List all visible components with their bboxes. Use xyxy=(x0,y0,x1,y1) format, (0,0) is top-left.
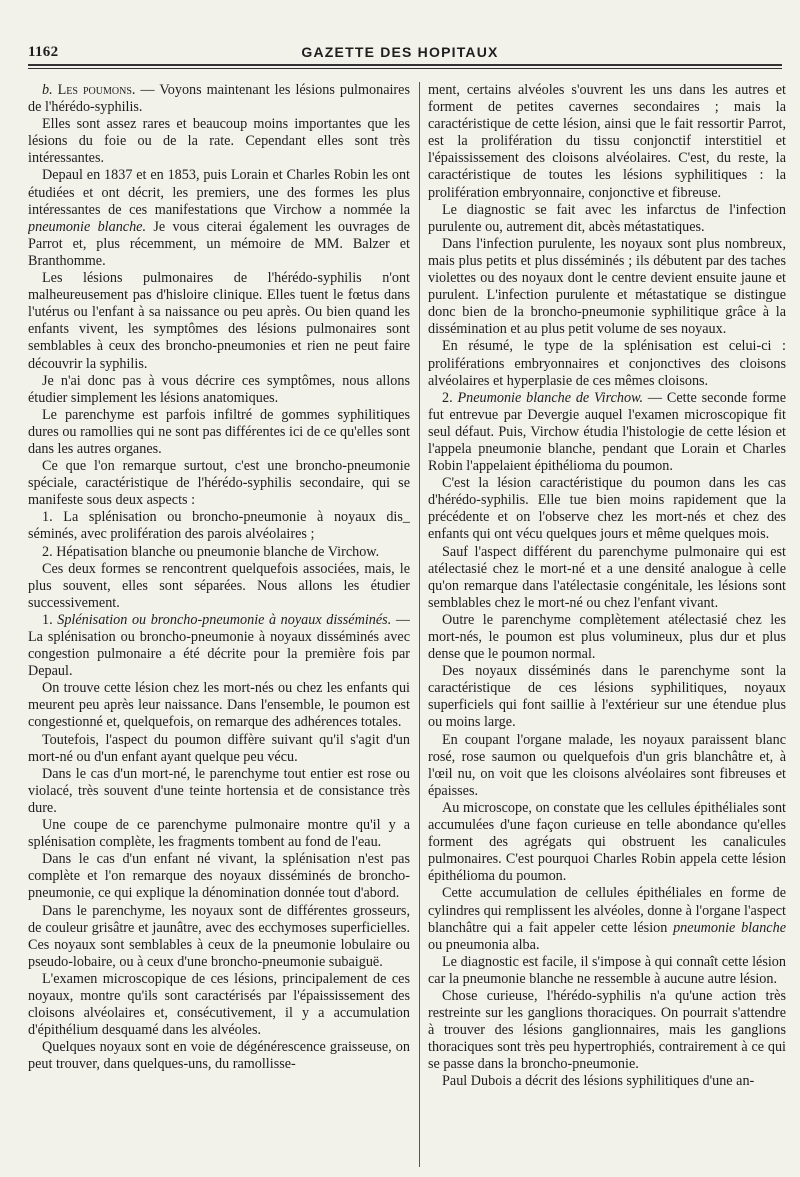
subsection-number: 1. xyxy=(42,611,58,628)
paragraph: Paul Dubois a décrit des lésions syphilitiques d'une an- xyxy=(442,1073,755,1090)
paragraph: On trouve cette lésion chez les mort-nés ou chez les enfants qui meurent peu après leur naissance. Dans l'ensemble, le poumon est congestionné et, quelquefois, on remarque des adhérences totales. xyxy=(28,680,410,731)
paragraph-text: — La splénisation ou broncho-pneumonie à noyaux disséminés avec congestion pulmonaire a été décrite pour la première fois par Depaul. xyxy=(28,611,410,680)
section-number: b. xyxy=(42,82,53,98)
paragraph: En coupant l'organe malade, les noyaux paraissent blanc rosé, rose saumon ou quelquefois d'un gris blanchâtre et, à l'œil nu, on voit que les cloisons alvéolaires sont fibreuses et épaisses. xyxy=(428,731,786,799)
paragraph xyxy=(428,885,786,953)
paragraph: Je n'ai donc pas à vous décrire ces symptômes, nous allons étudier simplement les lésions anatomiques. xyxy=(28,372,410,406)
paragraph: C'est la lésion caractéristique du poumon dans les cas d'hérédo-syphilis. Elle tue bien moins rapidement que la précédente et on l'observe chez les mort-nés et chez des enfants qui ont vécu quelques jours et même quelques mois. xyxy=(428,475,786,543)
header-rule-thick xyxy=(28,64,782,66)
paragraph: Elles sont assez rares et beaucoup moins importantes que les lésions du foie ou de la rate. Cependant elles sont très intéressantes. xyxy=(28,116,410,167)
paragraph-text: Depaul en 1837 et en 1853, puis Lorain et Charles Robin les ont étudiées et ont décrit, les premiers, une des formes les plus intéressantes de ces manifestations que Virchow a nommée la xyxy=(28,167,410,218)
paragraph: Dans l'infection purulente, les noyaux sont plus nombreux, mais plus petits et plus disséminés ; ils débutent par des taches violettes ou des noyaux dont le centre devient ensuite jaune et purulent. L'infection purulente et métastatique se distingue donc bien de la broncho-pneumonie syphilitique grâce à la dissémination et au plus petit volume de ses noyaux. xyxy=(428,235,786,338)
paragraph: En résumé, le type de la splénisation est celui-ci : proliférations embryonnaires et conjonctives des cloisons alvéolaires et hyperplasie de ces mêmes cloisons. xyxy=(428,338,786,389)
paragraph xyxy=(28,612,410,680)
paragraph: Sauf l'aspect différent du parenchyme pulmonaire qui est atélectasié chez le mort-né et a une densité analogue à celle qu'on remarque dans l'atélectasie congénitale, les lésions sont semblables chez le mort-né ou chez l'enfant vivant. xyxy=(428,543,786,611)
paragraph xyxy=(28,82,410,116)
paragraph: 2. Hépatisation blanche ou pneumonie blanche de Virchow. xyxy=(42,543,380,560)
paragraph: 1. La splénisation ou broncho-pneumonie à noyaux dis_ séminés, avec prolifération des parois alvéolaires ; xyxy=(28,509,410,543)
section-heading: Les poumons. xyxy=(57,82,136,98)
paragraph: Dans le cas d'un mort-né, le parenchyme tout entier est rose ou violacé, très souvent d'une teinte hortensia et de consistance très dure. xyxy=(28,765,410,816)
paragraph-text: Je vous citerai également les ouvrages de Parrot et, plus récemment, un mémoire de MM. Balzer et Branthomme. xyxy=(28,218,410,269)
paragraph: Dans le parenchyme, les noyaux sont de différentes grosseurs, de couleur grisâtre et jaunâtre, avec des ecchymoses superficielles. Ces noyaux sont semblables à ceux de la pneumonie lobulaire ou pseudo-lobaire, ou à ceux d'une broncho-pneumonie subaiguë. xyxy=(28,902,410,970)
header-rule-thin xyxy=(28,68,782,69)
paragraph: Ces deux formes se rencontrent quelquefois associées, mais, le plus souvent, elles sont séparées. Nous allons les étudier successivement. xyxy=(28,560,410,611)
paragraph-text: Cette accumulation de cellules épithéliales en forme de cylindres qui remplissent les alvéoles, donne à l'organe l'aspect blanchâtre qui a fait appeler cette lésion xyxy=(428,885,786,936)
paragraph: Au microscope, on constate que les cellules épithéliales sont accumulées d'une façon curieuse en telle abondance qu'elles forment des agrégats qui obstruent les canalicules pulmonaires. C'est pourquoi Charles Robin appela cette lésion épithélioma du poumon. xyxy=(428,799,786,885)
paragraph xyxy=(28,167,410,270)
paragraph: Une coupe de ce parenchyme pulmonaire montre qu'il y a splénisation complète, les fragments tombent au fond de l'eau. xyxy=(28,817,410,851)
journal-title: GAZETTE DES HOPITAUX xyxy=(301,44,499,60)
paragraph-text: — Cette seconde forme fut entrevue par Devergie auquel l'examen microscopique fit seul défaut. Puis, Virchow étudia l'histologie de cette lésion et l'appela pneumonie blanche, pendant que Lorain et Charles Robin l'appelaient épithélioma du poumon. xyxy=(428,389,786,475)
subsection-number: 2. xyxy=(442,389,458,406)
paragraph: Le diagnostic se fait avec les infarctus de l'infection purulente ou, autrement dit, abcès métastatiques. xyxy=(428,201,786,235)
column-divider xyxy=(419,82,420,1167)
paragraph: Quelques noyaux sont en voie de dégénérescence graisseuse, on peut trouver, dans quelques-uns, du ramollisse- xyxy=(28,1039,410,1073)
paragraph: Chose curieuse, l'hérédo-syphilis n'a qu'une action très restreinte sur les ganglions thoraciques. On pourrait s'attendre à trouver des lésions ganglionnaires, mais les ganglions thoraciques sont très peu hypertrophiés, contrairement à ce qui se passe dans la broncho-pneumonie. xyxy=(428,987,786,1073)
paragraph: ment, certains alvéoles s'ouvrent les uns dans les autres et forment de petites cavernes secondaires ; mais la caractéristique de cette lésion, ainsi que le fait ressortir Parrot, est la prolifération du tissu conjonctif interstitiel et l'épaississement des cloisons alvéolaires. C'est, du reste, la caractéristique de toutes les lésions syphilitiques : la prolifération embryonnaire, conjonctive et fibreuse. xyxy=(428,82,786,201)
subsection-heading: Splénisation ou broncho-pneumonie à noyaux disséminés. xyxy=(57,611,392,628)
italic-term: pneumonie blanche. xyxy=(28,218,147,235)
paragraph: Des noyaux disséminés dans le parenchyme sont la caractéristique de ces lésions syphilitiques, noyaux superficiels qui font saillie à l'extérieur sur une étendue plus ou moins large. xyxy=(428,663,786,731)
page-number: 1162 xyxy=(28,44,59,60)
paragraph: Le parenchyme est parfois infiltré de gommes syphilitiques dures ou ramollies qui ne sont pas différentes ici de ce qu'elles sont dans les autres organes. xyxy=(28,406,410,457)
paragraph-text: ou pneumonia alba. xyxy=(428,936,540,953)
right-column xyxy=(428,82,786,1167)
paragraph-text: — Voyons maintenant les lésions pulmonaires de l'hérédo-syphilis. xyxy=(28,82,410,116)
subsection-heading: Pneumonie blanche de Virchow. xyxy=(457,389,644,406)
left-column xyxy=(28,82,410,1167)
paragraph: L'examen microscopique de ces lésions, principalement de ces noyaux, montre qu'ils sont caractérisés par l'épaississement des cloisons alvéolaires et, consécutivement, il y a accumulation d'épithélium desquamé dans les alvéoles. xyxy=(28,970,410,1039)
italic-term: pneumonie blanche xyxy=(673,919,786,936)
paragraph: Dans le cas d'un enfant né vivant, la splénisation n'est pas complète et l'on remarque des noyaux disséminés de broncho-pneumonie, ce qui explique la dénomination donnée tout d'abord. xyxy=(28,851,410,902)
paragraph: Toutefois, l'aspect du poumon diffère suivant qu'il s'agit d'un mort-né ou d'un enfant ayant quelque peu vécu. xyxy=(28,731,410,765)
paragraph xyxy=(428,390,786,475)
paragraph: Outre le parenchyme complètement atélectasié chez les mort-nés, le poumon est plus volumineux, plus dur et plus dense que le poumon normal. xyxy=(428,611,786,663)
paragraph: Les lésions pulmonaires de l'hérédo-syphilis n'ont malheureusement pas d'hisloire clinique. Elles tuent le fœtus dans l'utérus ou l'enfant à sa naissance ou peu après. Ou bien quand les enfants vivent, les symptômes des lésions pulmonaires sont semblables à ceux des broncho-pneumonies et rien ne peut faire découvrir la syphilis. xyxy=(28,270,410,372)
paragraph: Le diagnostic est facile, il s'impose à qui connaît cette lésion car la pneumonie blanche ne ressemble à aucune autre lésion. xyxy=(428,953,786,987)
paragraph: Ce que l'on remarque surtout, c'est une broncho-pneumonie spéciale, caractéristique de l'hérédo-syphilis secondaire, qui se manifeste sous deux aspects : xyxy=(28,458,410,509)
